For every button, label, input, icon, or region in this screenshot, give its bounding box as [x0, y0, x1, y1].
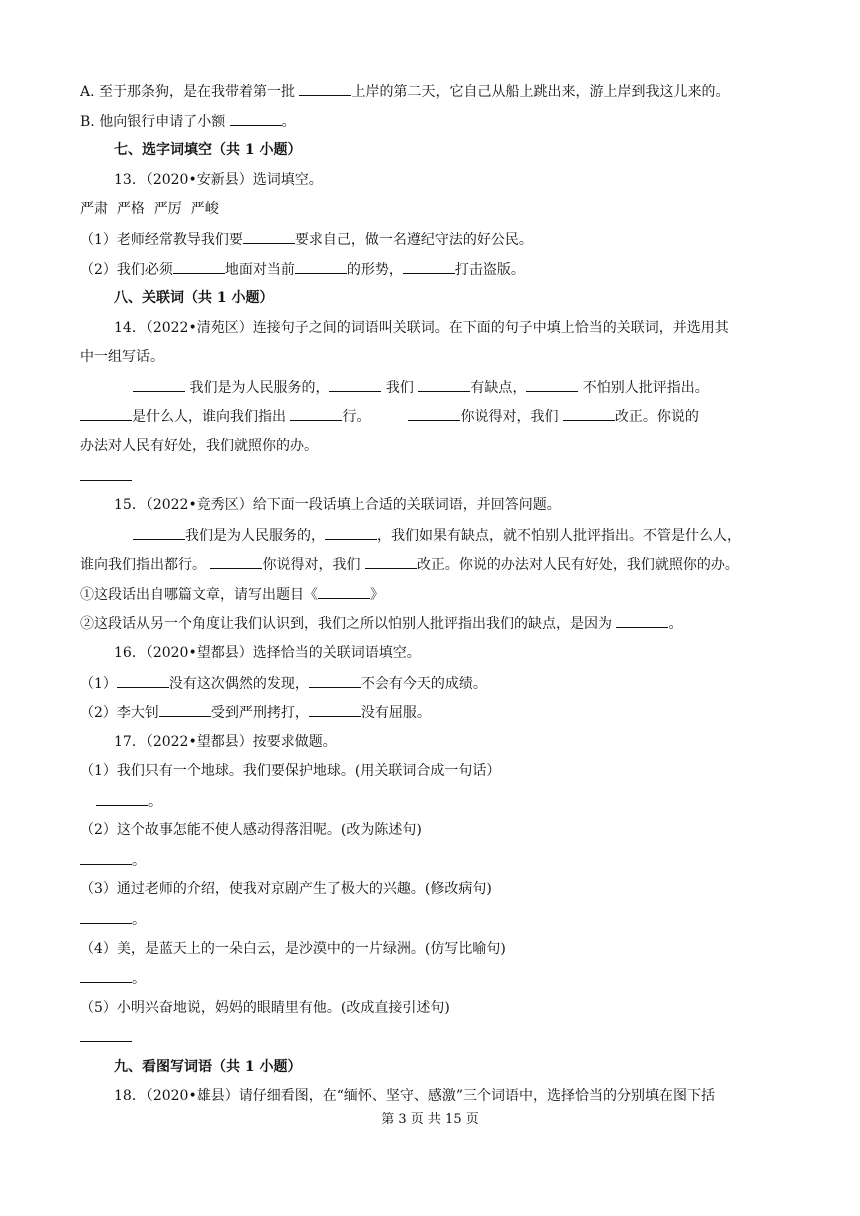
q14-line-1 [133, 377, 709, 398]
q18-title: 18．（2020•雄县）请仔细看图，在“缅怀、坚守、感激”三个词语中，选择恰当的分别填在图下括 [114, 1088, 716, 1104]
blank[interactable] [418, 377, 470, 392]
q17-answer-5 [80, 1027, 132, 1048]
q17-title: 17．（2022•望都县）按要求做题。 [114, 734, 337, 750]
period: 。 [132, 912, 146, 928]
q14-l1-c: 有缺点， [470, 380, 527, 396]
q16-title: 16．（2020•望都县）选择恰当的关联词语填空。 [114, 645, 421, 661]
sentence-b-text: B. 他向银行申请了小额 [80, 114, 230, 130]
sentence-b-text-end: 。 [281, 114, 296, 130]
blank[interactable] [408, 406, 460, 421]
blank[interactable] [299, 81, 351, 96]
q15-q2-end: 。 [668, 616, 683, 632]
blank[interactable] [230, 111, 282, 126]
blank[interactable] [365, 554, 417, 569]
blank[interactable] [80, 406, 132, 421]
q16-sentence-1 [80, 673, 487, 694]
section-7-heading: 七、选字词填空（共 1 小题） [114, 142, 302, 158]
q14-l2-a: 是什么人，谁向我们指出 [132, 409, 291, 425]
q13-title: 13．（2020•安新县）选词填空。 [114, 172, 323, 188]
q15-q2-text: ②这段话从另一个角度让我们认识到，我们之所以怕别人批评指出我们的缺点，是因为 [80, 616, 617, 632]
blank[interactable] [526, 377, 578, 392]
q15-q1-end: 》 [370, 587, 384, 603]
q15-paragraph-line-2 [80, 554, 739, 575]
q16-sentence-2 [80, 702, 431, 723]
q13-s2-b: 地面对当前 [224, 262, 295, 278]
period: 。 [132, 853, 146, 869]
blank[interactable] [133, 525, 185, 540]
q14-line-3: 办法对人民有好处，我们就照你的办。 [80, 438, 318, 454]
q14-answer-line [80, 466, 132, 487]
period: 。 [132, 971, 146, 987]
q17-item-3: （3）通过老师的介绍，使我对京剧产生了极大的兴趣。(修改病句) [80, 881, 492, 897]
q15-question-2 [80, 613, 682, 634]
q14-l1-a: 我们是为人民服务的， [185, 380, 330, 396]
q13-sentence-1 [80, 229, 533, 250]
q15-title: 15．（2022•竞秀区）给下面一段话填上合适的关联词语，并回答问题。 [114, 497, 561, 513]
period: 。 [148, 794, 162, 810]
blank[interactable] [290, 406, 342, 421]
blank[interactable] [210, 554, 262, 569]
q13-sentence-2 [80, 259, 525, 280]
q16-s2-a: （2）李大钊 [80, 705, 159, 721]
blank[interactable] [80, 968, 132, 983]
blank[interactable] [80, 850, 132, 865]
q15-p1-a: 我们是为人民服务的， [185, 528, 325, 544]
q14-title-line-2: 中一组写话。 [80, 349, 164, 365]
q17-answer-2 [80, 850, 146, 871]
blank[interactable] [80, 1027, 132, 1042]
q14-title-line-1: 14．（2022•清苑区）连接句子之间的词语叫关联词。在下面的句子中填上恰当的关联词，并选用其 [114, 320, 729, 336]
sentence-a-text: A. 至于那条狗，是在我带着第一批 [80, 84, 300, 100]
q13-s2-d: 打击盗版。 [454, 262, 525, 278]
blank[interactable] [329, 377, 381, 392]
sentence-b [80, 111, 296, 132]
q14-line-2 [80, 406, 699, 427]
q14-l2-d: 改正。你说的 [614, 409, 699, 425]
q17-item-2: （2）这个故事怎能不使人感动得落泪呢。(改为陈述句) [80, 822, 422, 838]
blank[interactable] [403, 259, 455, 274]
blank[interactable] [563, 406, 615, 421]
q17-item-5: （5）小明兴奋地说，妈妈的眼睛里有他。(改成直接引述句) [80, 1000, 450, 1016]
blank[interactable] [309, 673, 361, 688]
q13-s1-text-end: 要求自己，做一名遵纪守法的好公民。 [294, 232, 533, 248]
q14-l2-b: 行。 [342, 409, 371, 425]
q13-s1-text: （1）老师经常教导我们要 [80, 232, 243, 248]
blank[interactable] [616, 613, 668, 628]
q13-s2-c: 的形势， [346, 262, 403, 278]
q16-s1-a: （1） [80, 676, 117, 692]
q17-answer-3 [80, 909, 146, 930]
sentence-a [80, 81, 729, 102]
q13-s2-a: （2）我们必须 [80, 262, 173, 278]
section-8-heading: 八、关联词（共 1 小题） [114, 290, 274, 306]
blank[interactable] [318, 584, 370, 599]
blank[interactable] [309, 702, 361, 717]
sentence-a-text-end: 上岸的第二天，它自己从船上跳出来，游上岸到我这儿来的。 [351, 84, 730, 100]
blank[interactable] [80, 909, 132, 924]
blank[interactable] [159, 702, 211, 717]
q15-question-1 [80, 584, 384, 605]
q16-s2-c: 没有屈服。 [360, 705, 431, 721]
blank[interactable] [173, 259, 225, 274]
q14-l1-b: 我们 [381, 380, 419, 396]
blank[interactable] [117, 673, 169, 688]
section-9-heading: 九、看图写词语（共 1 小题） [114, 1059, 302, 1075]
q17-item-4: （4）美，是蓝天上的一朵白云，是沙漠中的一片绿洲。(仿写比喻句) [80, 941, 506, 957]
q17-item-1: （1）我们只有一个地球。我们要保护地球。(用关联词合成一句话） [80, 763, 501, 779]
q15-paragraph-line-1 [133, 525, 741, 546]
blank[interactable] [243, 229, 295, 244]
blank[interactable] [325, 525, 377, 540]
blank[interactable] [96, 791, 148, 806]
blank[interactable] [133, 377, 185, 392]
q14-l1-d: 不怕别人批评指出。 [578, 380, 709, 396]
q17-answer-1 [96, 791, 162, 812]
q14-l2-c: 你说得对，我们 [460, 409, 563, 425]
q16-s2-b: 受到严刑拷打， [210, 705, 309, 721]
q15-q1-text: ①这段话出自哪篇文章，请写出题目《 [80, 587, 318, 603]
page-footer: 第 3 页 共 15 页 [381, 1112, 479, 1127]
q13-word-options: 严肃 严格 严厉 严峻 [80, 201, 219, 217]
q15-p2-b: 你说得对，我们 [262, 557, 365, 573]
q17-answer-4 [80, 968, 146, 989]
q15-p2-c: 改正。你说的办法对人民有好处，我们就照你的办。 [416, 557, 739, 573]
blank[interactable] [80, 466, 132, 481]
blank[interactable] [295, 259, 347, 274]
q15-p1-b: ，我们如果有缺点，就不怕别人批评指出。不管是什么人， [377, 528, 741, 544]
q16-s1-c: 不会有今天的成绩。 [360, 676, 487, 692]
q16-s1-b: 没有这次偶然的发现， [168, 676, 309, 692]
q15-p2-a: 谁向我们指出都行。 [80, 557, 211, 573]
